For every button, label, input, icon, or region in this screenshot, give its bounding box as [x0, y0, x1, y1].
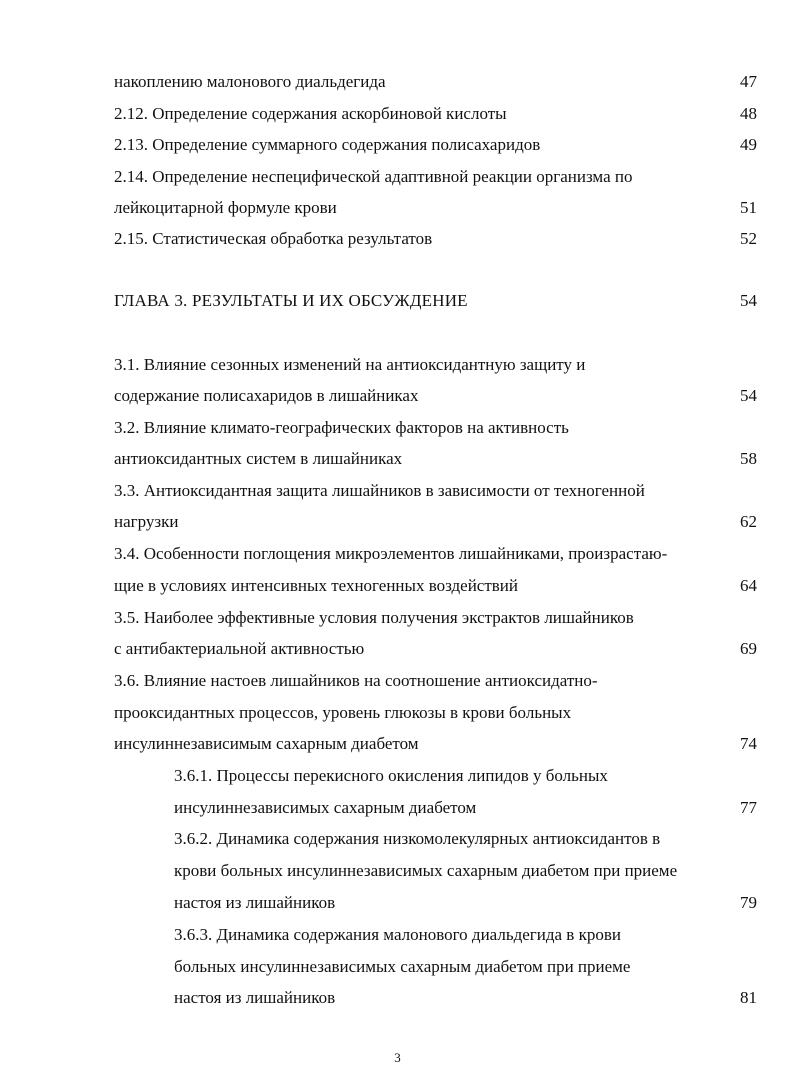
toc-entry-line: 3.4. Особенности поглощения микроэлементов лишайниками, произрастаю-: [114, 544, 668, 563]
toc-entry-line: содержание полисахаридов в лишайниках: [114, 386, 419, 405]
toc-entry-line: лейкоцитарной формуле крови: [114, 198, 337, 217]
toc-page-number: 51: [740, 198, 757, 217]
toc-page-number: 81: [740, 988, 757, 1007]
toc-page-number: 48: [740, 104, 757, 123]
toc-entry-line: нагрузки: [114, 512, 179, 531]
toc-subentry-line: 3.6.3. Динамика содержания малонового диальдегида в крови: [174, 925, 621, 944]
toc-subentry-line: настоя из лишайников: [174, 893, 336, 912]
toc-page-number: 58: [740, 449, 757, 468]
toc-entry-line: 2.15. Статистическая обработка результатов: [114, 229, 433, 248]
toc-subentry-line: крови больных инсулиннезависимых сахарным диабетом при приеме: [174, 861, 678, 880]
toc-entry-line: щие в условиях интенсивных техногенных воздействий: [114, 576, 519, 595]
toc-page-number: 62: [740, 512, 757, 531]
toc-page-number: 79: [740, 893, 757, 912]
toc-entry-line: 3.6. Влияние настоев лишайников на соотношение антиоксидатно-: [114, 671, 598, 690]
toc-subentry-line: больных инсулиннезависимых сахарным диабетом при приеме: [174, 957, 631, 976]
toc-page-number: 74: [740, 734, 757, 753]
toc-page-number: 64: [740, 576, 757, 595]
toc-entry-line: 3.2. Влияние климато-географических факторов на активность: [114, 418, 569, 437]
toc-entry-line: инсулиннезависимым сахарным диабетом: [114, 734, 419, 753]
toc-entry-line: 2.14. Определение неспецифической адаптивной реакции организма по: [114, 167, 633, 186]
toc-page-number: 69: [740, 639, 757, 658]
toc-entry-line: накоплению малонового диальдегида: [114, 72, 386, 91]
toc-page-number: 54: [740, 386, 757, 405]
toc-page-number: 47: [740, 72, 757, 91]
chapter-heading: ГЛАВА 3. РЕЗУЛЬТАТЫ И ИХ ОБСУЖДЕНИЕ: [114, 291, 468, 310]
toc-entry-line: антиоксидантных систем в лишайниках: [114, 449, 403, 468]
toc-page-number: 52: [740, 229, 757, 248]
toc-entry-line: с антибактериальной активностью: [114, 639, 365, 658]
toc-entry-line: 3.1. Влияние сезонных изменений на антиоксидантную защиту и: [114, 355, 586, 374]
toc-subentry-line: инсулиннезависимых сахарным диабетом: [174, 798, 477, 817]
toc-entry-line: 3.5. Наиболее эффективные условия получения экстрактов лишайников: [114, 608, 634, 627]
toc-subentry-line: настоя из лишайников: [174, 988, 336, 1007]
toc-page-number: 49: [740, 135, 757, 154]
toc-entry-line: 3.3. Антиоксидантная защита лишайников в зависимости от техногенной: [114, 481, 645, 500]
page-footer-number: 3: [394, 1050, 401, 1065]
toc-entry-line: 2.12. Определение содержания аскорбиновой кислоты: [114, 104, 507, 123]
toc-entry-line: 2.13. Определение суммарного содержания полисахаридов: [114, 135, 541, 154]
toc-page-number: 54: [740, 291, 757, 310]
toc-subentry-line: 3.6.2. Динамика содержания низкомолекулярных антиоксидантов в: [174, 829, 661, 848]
toc-entry-line: прооксидантных процессов, уровень глюкозы в крови больных: [114, 703, 572, 722]
toc-page-number: 77: [740, 798, 757, 817]
toc-subentry-line: 3.6.1. Процессы перекисного окисления липидов у больных: [174, 766, 608, 785]
